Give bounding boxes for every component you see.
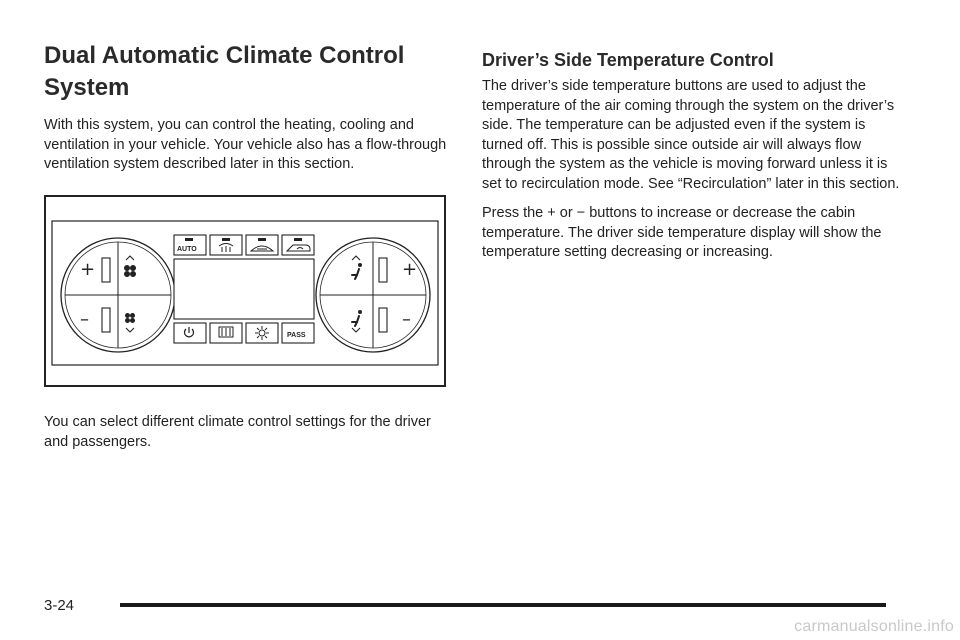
center-button-block <box>174 235 314 343</box>
watermark: carmanualsonline.info <box>794 618 954 635</box>
left-column <box>44 40 448 175</box>
fan-up-chevron-icon <box>126 256 134 260</box>
climate-control-panel-illustration <box>46 197 444 385</box>
seated-person-down-icon <box>352 310 362 326</box>
press-buttons-paragraph: Press the + or − buttons to increase or decrease the cabin temperature. The driver side temperature display will show the temperature setting decreasing or increasing. <box>482 205 882 260</box>
left-knob-minus-label: – <box>80 309 89 330</box>
pass-button-label: PASS <box>287 332 306 339</box>
left-knob-indicator-bottom <box>102 308 110 332</box>
fan-low-icon <box>125 313 135 323</box>
auto-button-label: AUTO <box>177 246 197 253</box>
settings-paragraph: You can select different climate control settings for the driver and passengers. <box>44 414 431 450</box>
right-column <box>482 48 902 263</box>
right-knob-indicator-top <box>379 258 387 282</box>
right-temperature-knob <box>316 238 430 352</box>
auto-indicator-light <box>185 238 193 241</box>
intro-paragraph: With this system, you can control the heating, cooling and ventilation in your vehicle. Your vehicle also has a flow-through ventilation system described later in this section. <box>44 117 447 172</box>
climate-control-figure <box>44 195 446 387</box>
right-knob-plus-label: + <box>402 259 418 280</box>
mode-up-chevron-icon <box>352 256 360 260</box>
section-title: Dual Automatic Climate Control System <box>44 42 405 101</box>
after-figure-block <box>44 413 448 452</box>
mode-down-chevron-icon <box>352 328 360 332</box>
left-knob-plus-label: + <box>80 259 96 280</box>
left-knob-indicator-top <box>102 258 110 282</box>
right-knob-indicator-bottom <box>379 308 387 332</box>
fan-high-icon <box>124 265 136 277</box>
section-heading: Driver’s Side Temperature Control <box>482 50 774 70</box>
power-button <box>174 323 206 343</box>
page-number: 3-24 <box>44 597 75 614</box>
right-knob-minus-label: – <box>402 309 411 330</box>
left-temperature-knob <box>61 238 175 352</box>
footer-rule <box>120 603 886 607</box>
fan-down-chevron-icon <box>126 328 134 332</box>
temperature-display <box>174 259 314 319</box>
seated-person-up-icon <box>352 263 362 279</box>
temperature-buttons-paragraph: The driver’s side temperature buttons are used to adjust the temperature of the air coming through the system on the driver’s side. The temperature can be adjusted even if the system is turned off. This is possible since outside air will always flow through the system as the vehicle is moving forward unless it is set to recirculation mode. See “Recirculation” later in this section. <box>482 78 900 192</box>
